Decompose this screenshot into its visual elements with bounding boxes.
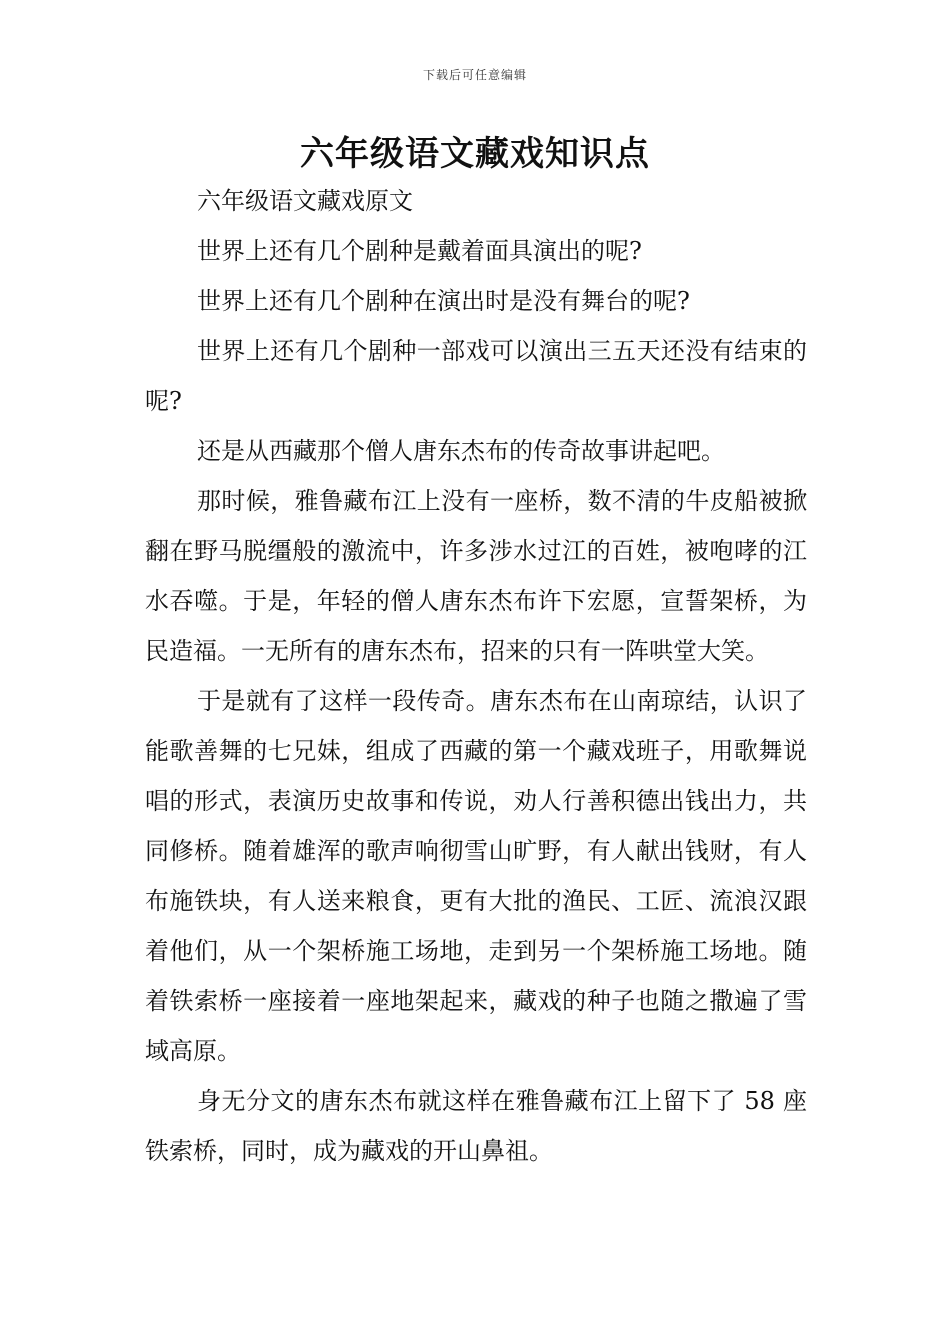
paragraph-intro: 还是从西藏那个僧人唐东杰布的传奇故事讲起吧。 <box>197 437 725 465</box>
document-body <box>145 176 807 1176</box>
page-header-note: 下载后可任意编辑 <box>422 68 527 82</box>
paragraph-question-2: 世界上还有几个剧种在演出时是没有舞台的呢? <box>197 287 690 315</box>
paragraph-question-3: 世界上还有几个剧种一部戏可以演出三五天还没有结束的呢? <box>145 337 807 415</box>
document-title: 六年级语文藏戏知识点 <box>300 134 650 174</box>
paragraph-legend: 于是就有了这样一段传奇。唐东杰布在山南琼结，认识了能歌善舞的七兄妹，组成了西藏的第一个藏戏班子，用歌舞说唱的形式，表演历史故事和传说，劝人行善积德出钱出力，共同修桥。随着雄浑的歌声响彻雪山旷野，有人献出钱财，有人布施铁块，有人送来粮食，更有大批的渔民、工匠、流浪汉跟着他们，从一个架桥施工场地，走到另一个架桥施工场地。随着铁索桥一座接着一座地架起来，藏戏的种子也随之撒遍了雪域高原。 <box>145 687 807 1065</box>
paragraph-subtitle: 六年级语文藏戏原文 <box>197 187 413 215</box>
paragraph-river: 那时候，雅鲁藏布江上没有一座桥，数不清的牛皮船被掀翻在野马脱缰般的激流中，许多涉水过江的百姓，被咆哮的江水吞噬。于是，年轻的僧人唐东杰布许下宏愿，宣誓架桥，为民造福。一无所有的唐东杰布，招来的只有一阵哄堂大笑。 <box>145 487 807 665</box>
paragraph-question-1: 世界上还有几个剧种是戴着面具演出的呢? <box>197 237 642 265</box>
paragraph-conclusion: 身无分文的唐东杰布就这样在雅鲁藏布江上留下了 58 座铁索桥，同时，成为藏戏的开山鼻祖。 <box>145 1087 807 1165</box>
